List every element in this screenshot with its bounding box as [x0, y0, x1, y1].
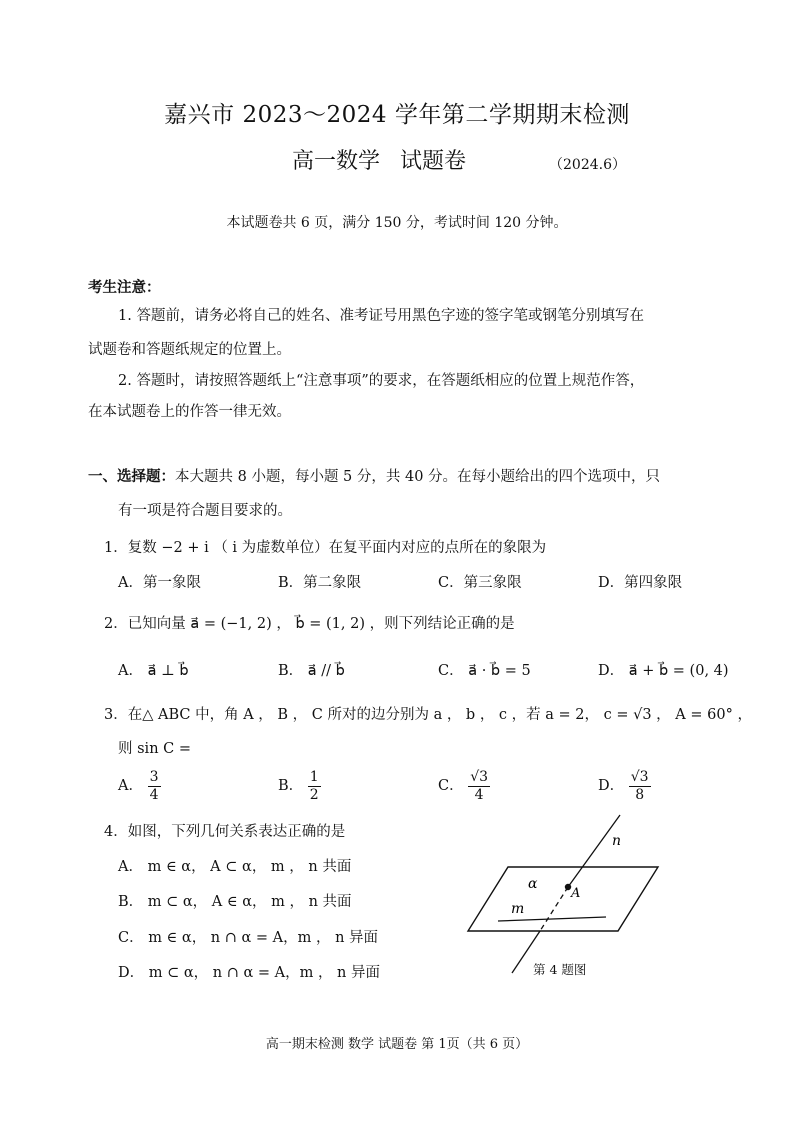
fraction-denominator: 4 [474, 786, 484, 803]
question-1-option-c: C．第三象限 [438, 575, 522, 591]
question-2-option-b: B． a⃗ // b⃗ [278, 663, 345, 679]
exam-subtitle [292, 144, 466, 175]
subject-label: 高一数学 [292, 149, 381, 174]
exam-intro: 本试题卷共 6 页，满分 150 分，考试时间 120 分钟。 [226, 215, 568, 231]
question-2-stem: 2．已知向量 a⃗ = (−1, 2) ， b⃗ = (1, 2) ，则下列结论正确的是 [104, 616, 515, 632]
question-3-option-d-label: D． [598, 778, 625, 795]
question-2-option-d: D． a⃗ + b⃗ = (0, 4) [598, 663, 729, 679]
question-1-option-b: B．第二象限 [278, 575, 362, 591]
question-3-option-a-label: A． [118, 778, 143, 795]
label-m: m [511, 901, 525, 917]
question-3-option-b-label: B． [278, 778, 304, 795]
question-3-option-b [278, 770, 321, 802]
question-3-option-a-fraction [148, 770, 161, 802]
fraction-numerator: √3 [630, 769, 649, 785]
question-4-option-a: A． m ∈ α， A ⊂ α， m ， n 共面 [118, 859, 352, 875]
notice-item-1-line-1: 1. 答题前，请务必将自己的姓名、准考证号用黑色字迹的签字笔或钢笔分别填写在 [118, 308, 644, 324]
question-3-option-b-fraction [308, 770, 321, 802]
fraction-denominator: 8 [635, 786, 645, 803]
fraction-numerator: 1 [309, 769, 319, 785]
question-1-option-d: D．第四象限 [598, 575, 683, 591]
question-4-option-c: C． m ∈ α， n ∩ α = A，m ， n 异面 [118, 930, 379, 946]
question-4-stem: 4．如图，下列几何关系表达正确的是 [104, 824, 346, 840]
question-3-stem-2: 则 sin C = [118, 741, 191, 757]
line-n-hidden [540, 887, 568, 931]
question-3-option-c-label: C． [438, 778, 464, 795]
question-1-stem: 1．复数 −2 + i （ i 为虚数单位）在复平面内对应的点所在的象限为 [104, 540, 547, 556]
question-3-option-d [598, 770, 651, 802]
exam-date: （2024.6） [549, 157, 626, 173]
notice-item-2-line-2: 在本试题卷上的作答一律无效。 [88, 404, 291, 420]
fraction-denominator: 4 [149, 786, 159, 803]
fraction-numerator: 3 [149, 769, 159, 785]
question-3-option-a [118, 770, 161, 802]
question-4-figure [460, 810, 670, 980]
question-3-option-c-fraction [468, 770, 490, 802]
section-1-header [88, 465, 660, 486]
question-2-option-a: A． a⃗ ⊥ b⃗ [118, 663, 189, 679]
paper-type-label: 试题卷 [400, 149, 467, 174]
notice-item-1-line-2: 试题卷和答题纸规定的位置上。 [88, 342, 291, 358]
label-a: A [571, 886, 581, 901]
section-1-label: 一、选择题： [88, 468, 175, 485]
label-n: n [612, 833, 622, 849]
page-footer: 高一期末检测 数学 试题卷 第 1页（共 6 页） [265, 1037, 529, 1052]
question-3-option-d-fraction [629, 770, 651, 802]
question-4-option-d: D． m ⊂ α， n ∩ α = A，m ， n 异面 [118, 965, 381, 981]
line-n-upper [568, 815, 620, 887]
fraction-numerator: √3 [470, 769, 489, 785]
section-1-desc-line-1: 本大题共 8 小题，每小题 5 分，共 40 分。在每小题给出的四个选项中，只 [175, 469, 661, 485]
plane-alpha [468, 867, 658, 931]
notice-heading: 考生注意： [88, 279, 161, 296]
section-1-desc-line-2: 有一项是符合题目要求的。 [118, 503, 292, 519]
question-1-option-a: A．第一象限 [118, 575, 201, 591]
notice-item-2-line-1: 2. 答题时，请按照答题纸上“注意事项”的要求，在答题纸相应的位置上规范作答， [118, 373, 645, 389]
line-m [498, 917, 606, 921]
label-alpha: α [528, 876, 538, 892]
exam-title: 嘉兴市 2023～2024 学年第二学期期末检测 [164, 102, 630, 128]
fraction-denominator: 2 [309, 786, 319, 803]
question-4-option-b: B． m ⊂ α， A ∈ α， m ， n 共面 [118, 894, 352, 910]
question-2-option-c: C． a⃗ · b⃗ = 5 [438, 663, 531, 679]
figure-caption: 第 4 题图 [533, 962, 587, 977]
question-3-option-c [438, 770, 490, 802]
question-3-stem: 3．在△ ABC 中，角 A ， B ， C 所对的边分别为 a ， b ， c ，若 a = 2， c = √3 ， A = 60° ， [104, 707, 752, 723]
